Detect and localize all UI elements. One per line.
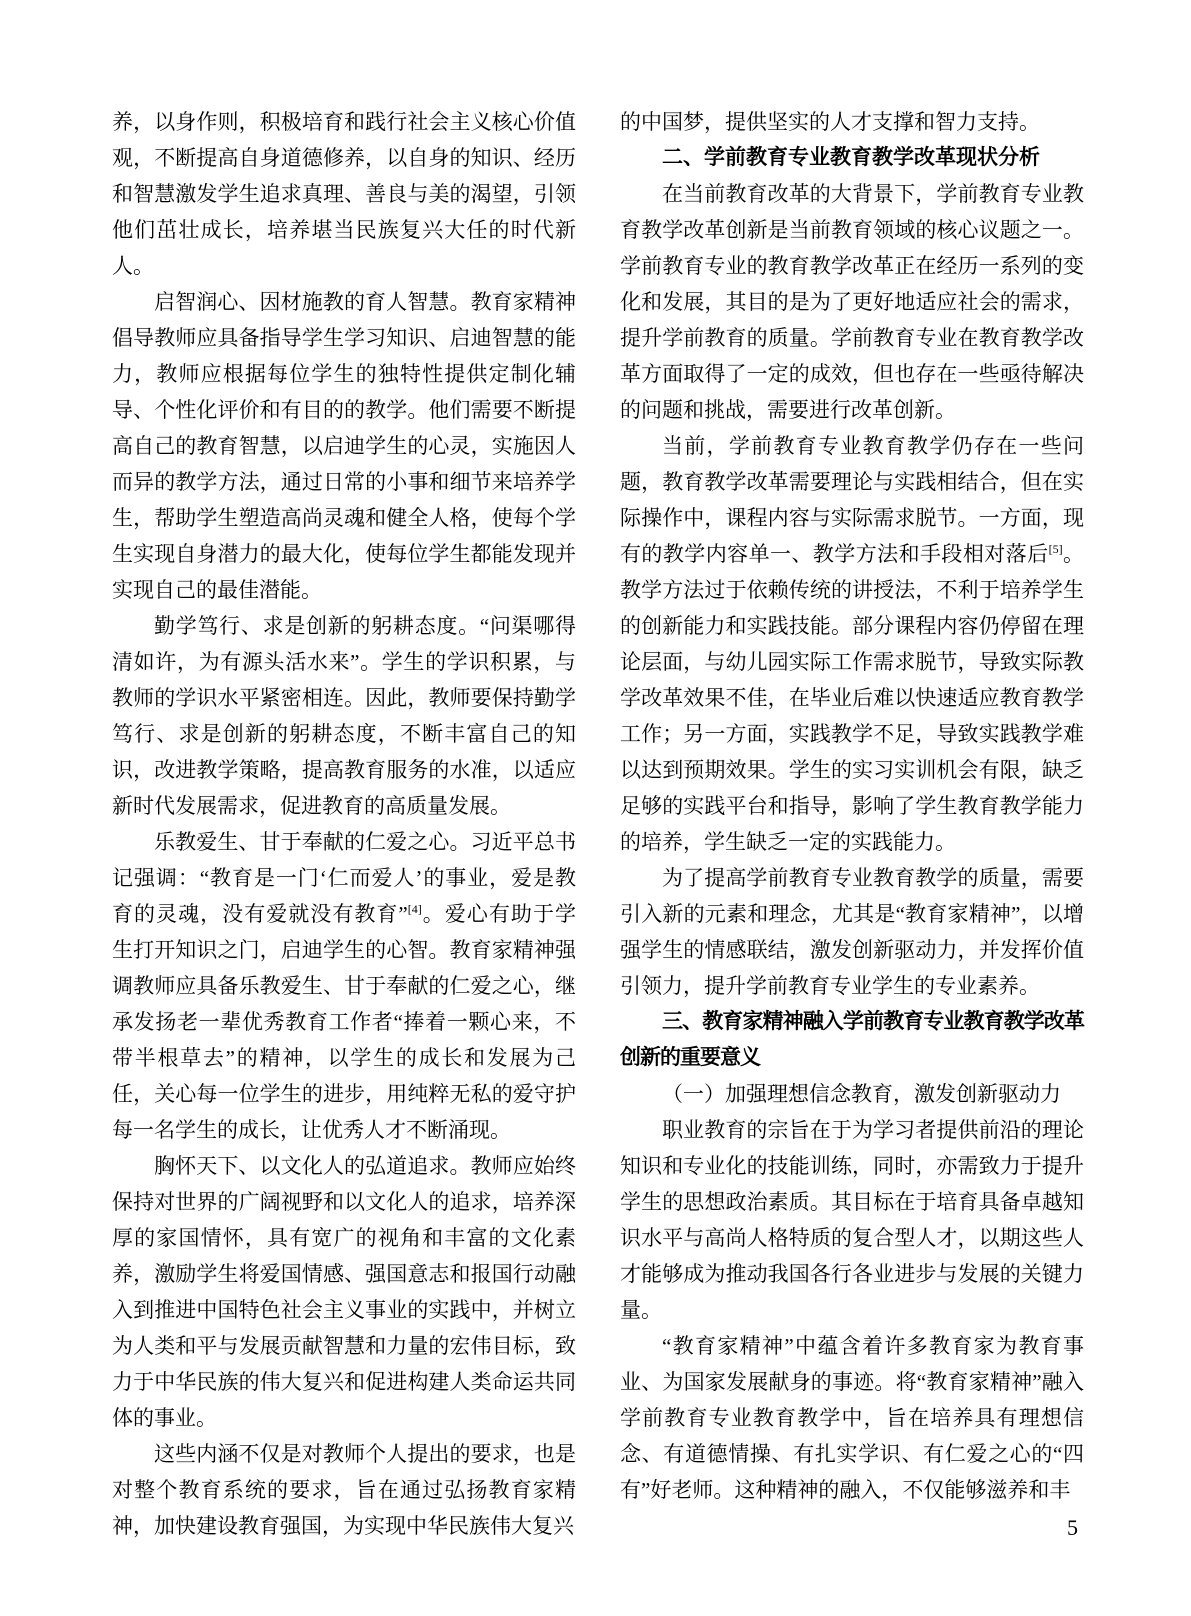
body-paragraph: 这些内涵不仅是对教师个人提出的要求，也是对整个教育系统的要求，旨在通过弘扬教育家精神，加快建设教育强国，为实现中华民族伟大复兴 bbox=[112, 1442, 576, 1538]
body-paragraph: 养，以身作则，积极培育和践行社会主义核心价值观，不断提高自身道德修养，以自身的知识、经历和智慧激发学生追求真理、善良与美的渴望，引领他们茁壮成长，培养堪当民族复兴大任的时代新人。 bbox=[112, 110, 576, 278]
paragraph-text: 乐教爱生、甘于奉献的仁爱之心。习近平总书记强调：“教育是一门‘仁而爱人’的事业，爱是教育的灵魂，没有爱就没有教育” bbox=[112, 830, 576, 926]
body-paragraph bbox=[112, 824, 576, 1148]
section-heading-3: 三、教育家精神融入学前教育专业教育教学改革创新的重要意义 bbox=[620, 1010, 1084, 1069]
subsection-heading: （一）加强理想信念教育，激发创新驱动力 bbox=[662, 1082, 1061, 1106]
body-paragraph: 启智润心、因材施教的育人智慧。教育家精神倡导教师应具备指导学生学习知识、启迪智慧的能力，教师应根据每位学生的独特性提供定制化辅导、个性化评价和有目的的教学。他们需要不断提高自己的教育智慧，以启迪学生的心灵，实施因人而异的教学方法，通过日常的小事和细节来培养学生，帮助学生塑造高尚灵魂和健全人格，使每个学生实现自身潜力的最大化，使每位学生都能发现并实现自己的最佳潜能。 bbox=[112, 290, 576, 602]
body-paragraph: 在当前教育改革的大背景下，学前教育专业教育教学改革创新是当前教育领域的核心议题之一。学前教育专业的教育教学改革正在经历一系列的变化和发展，其目的是为了更好地适应社会的需求，提升学前教育的质量。学前教育专业在教育教学改革方面取得了一定的成效，但也存在一些亟待解决的问题和挑战，需要进行改革创新。 bbox=[620, 182, 1084, 422]
body-paragraph: 职业教育的宗旨在于为学习者提供前沿的理论知识和专业化的技能训练，同时，亦需致力于提升学生的思想政治素质。其目标在于培育具备卓越知识水平与高尚人格特质的复合型人才，以期这些人才能够成为推动我国各行各业进步与发展的关键力量。 bbox=[620, 1118, 1084, 1322]
paragraph-text: 。爱心有助于学生打开知识之门，启迪学生的心智。教育家精神强调教师应具备乐教爱生、甘于奉献的仁爱之心，继承发扬老一辈优秀教育工作者“捧着一颗心来，不带半根草去”的精神，以学生的成长和发展为己任，关心每一位学生的进步，用纯粹无私的爱守护每一名学生的成长，让优秀人才不断涌现。 bbox=[112, 902, 577, 1142]
left-column bbox=[112, 104, 576, 1544]
paragraph-text: 当前，学前教育专业教育教学仍存在一些问题，教育教学改革需要理论与实践相结合，但在实际操作中，课程内容与实际需求脱节。一方面，现有的教学内容单一、教学方法和手段相对落后 bbox=[620, 434, 1084, 566]
body-paragraph bbox=[620, 428, 1084, 860]
page-number: 5 bbox=[1067, 1515, 1078, 1540]
body-paragraph: 的中国梦，提供坚实的人才支撑和智力支持。 bbox=[620, 110, 1040, 134]
citation-marker-4: [4] bbox=[407, 902, 422, 916]
citation-marker-5: [5] bbox=[1048, 542, 1063, 556]
body-paragraph: 勤学笃行、求是创新的躬耕态度。“问渠哪得清如许，为有源头活水来”。学生的学识积累，与教师的学识水平紧密相连。因此，教师要保持勤学笃行、求是创新的躬耕态度，不断丰富自己的知识，改进教学策略，提高教育服务的水准，以适应新时代发展需求，促进教育的高质量发展。 bbox=[112, 614, 576, 818]
right-column bbox=[620, 104, 1084, 1544]
body-paragraph: 为了提高学前教育专业教育教学的质量，需要引入新的元素和理念，尤其是“教育家精神”，以增强学生的情感联结，激发创新驱动力，并发挥价值引领力，提升学前教育专业学生的专业素养。 bbox=[620, 866, 1084, 998]
body-paragraph: 胸怀天下、以文化人的弘道追求。教师应始终保持对世界的广阔视野和以文化人的追求，培养深厚的家国情怀，具有宽广的视角和丰富的文化素养，激励学生将爱国情感、强国意志和报国行动融入到推进中国特色社会主义事业的实践中，并树立为人类和平与发展贡献智慧和力量的宏伟目标，致力于中华民族的伟大复兴和促进构建人类命运共同体的事业。 bbox=[112, 1154, 576, 1430]
body-paragraph: “教育家精神”中蕴含着许多教育家为教育事业、为国家发展献身的事迹。将“教育家精神”融入学前教育专业教育教学中，旨在培养具有理想信念、有道德情操、有扎实学识、有仁爱之心的“四有”好老师。这种精神的融入，不仅能够滋养和丰 bbox=[620, 1334, 1084, 1502]
section-heading-2: 二、学前教育专业教育教学改革现状分析 bbox=[662, 146, 1040, 169]
paragraph-text: 。教学方法过于依赖传统的讲授法，不利于培养学生的创新能力和实践技能。部分课程内容仍停留在理论层面，与幼儿园实际工作需求脱节，导致实际教学改革效果不佳，在毕业后难以快速适应教育教学工作；另一方面，实践教学不足，导致实践教学难以达到预期效果。学生的实习实训机会有限，缺乏足够的实践平台和指导，影响了学生教育教学能力的培养，学生缺乏一定的实践能力。 bbox=[620, 542, 1085, 854]
